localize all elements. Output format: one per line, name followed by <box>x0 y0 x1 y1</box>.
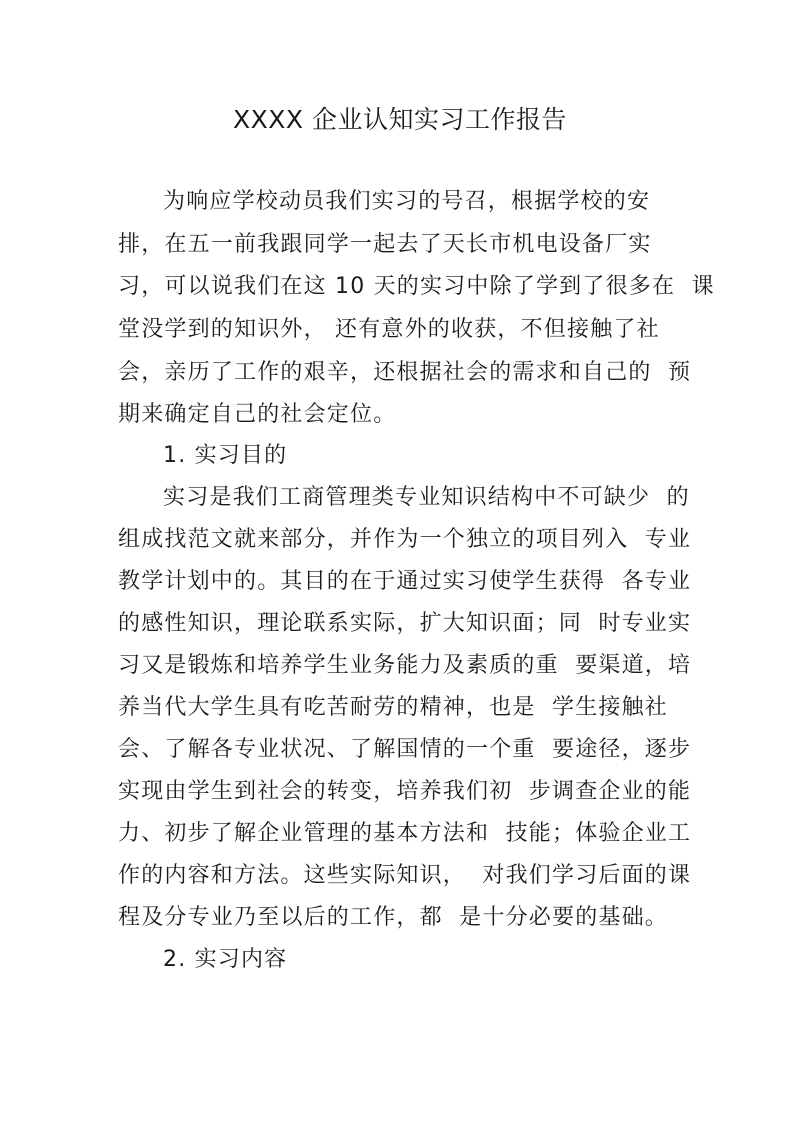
paragraph-line: 程及分专业乃至以后的工作，都 是十分必要的基础。 <box>118 905 668 930</box>
paragraph-line: 作的内容和方法。这些实际知识， 对我们学习后面的课 <box>118 863 692 888</box>
paragraph-line: 力、初步了解企业管理的基本方法和 技能；体验企业工 <box>118 821 692 846</box>
paragraph-line: 实习是我们工商管理类专业知识结构中不可缺少 的 <box>163 485 690 510</box>
paragraph-line: 习又是锻炼和培养学生业务能力及素质的重 要渠道，培 <box>118 653 692 678</box>
section-heading: 2. 实习内容 <box>163 947 288 972</box>
paragraph-line: 会、了解各专业状况、了解国情的一个重 要途径，逐步 <box>118 737 692 762</box>
paragraph-line: 会，亲历了工作的艰辛，还根据社会的需求和自己的 预 <box>118 360 692 385</box>
paragraph-line: 的感性知识，理论联系实际，扩大知识面；同 时专业实 <box>118 611 692 636</box>
paragraph-line: 为响应学校动员我们实习的号召，根据学校的安 <box>163 189 651 214</box>
paragraph-line: 堂没学到的知识外， 还有意外的收获，不但接触了社 <box>118 317 660 342</box>
paragraph-line: 养当代大学生具有吃苦耐劳的精神，也是 学生接触社 <box>118 695 668 720</box>
paragraph-line: 组成找范文就来部分，并作为一个独立的项目列入 专业 <box>118 527 692 552</box>
paragraph-line: 排，在五一前我跟同学一起去了天长市机电设备厂实 <box>118 232 652 257</box>
section-heading: 1. 实习目的 <box>163 443 288 468</box>
document-title: XXXX 企业认知实习工作报告 <box>233 105 567 134</box>
paragraph-line: 期来确定自己的社会定位。 <box>118 402 397 427</box>
paragraph-line: 实现由学生到社会的转变，培养我们初 步调查企业的能 <box>118 779 692 804</box>
paragraph-line: 教学计划中的。其目的在于通过实习使学生获得 各专业 <box>118 569 692 594</box>
paragraph-line: 习，可以说我们在这 10 天的实习中除了学到了很多在 课 <box>118 274 715 299</box>
